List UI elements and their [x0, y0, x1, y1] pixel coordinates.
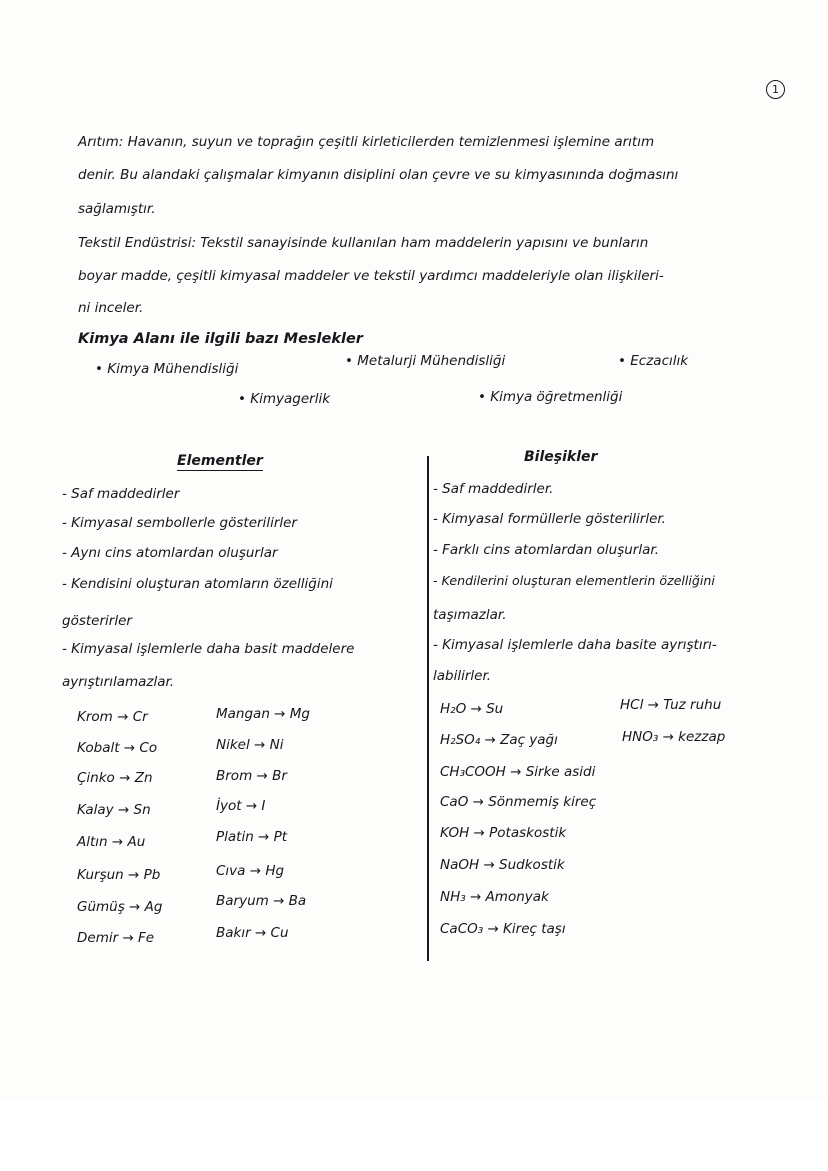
profession-item: • Kimya öğretmenliği — [478, 389, 623, 405]
element-symbol: Platin → Pt — [216, 829, 288, 845]
column-divider — [427, 456, 429, 961]
compounds-line: - Kimyasal işlemlerle daha basite ayrıştırı- — [433, 637, 717, 653]
compound-formula: CaCO₃ → Kireç taşı — [440, 921, 566, 937]
element-symbol: Bakır → Cu — [216, 925, 289, 941]
page-number: 1 — [766, 80, 785, 99]
paragraph-line: boyar madde, çeşitli kimyasal maddeler ve tekstil yardımcı maddeleriyle olan ilişkileri- — [78, 268, 664, 284]
compounds-line: - Farklı cins atomlardan oluşurlar. — [433, 542, 659, 558]
element-symbol: Demir → Fe — [77, 930, 155, 946]
compounds-line: taşımazlar. — [433, 607, 507, 623]
element-symbol: Brom → Br — [216, 768, 287, 784]
paragraph-line: sağlamıştır. — [78, 201, 156, 217]
element-symbol: Nikel → Ni — [216, 737, 284, 753]
elements-line: - Kendisini oluşturan atomların özelliğini — [62, 576, 333, 592]
element-symbol: Kurşun → Pb — [77, 867, 161, 883]
compounds-line: - Kimyasal formüllerle gösterilirler. — [433, 511, 666, 527]
elements-line: - Saf maddedirler — [62, 486, 180, 502]
compounds-title: Bileşikler — [524, 449, 598, 465]
compound-formula: NaOH → Sudkostik — [440, 857, 565, 873]
professions-title: Kimya Alanı ile ilgili bazı Meslekler — [78, 331, 363, 347]
profession-item: • Kimya Mühendisliği — [95, 361, 239, 377]
paragraph-line: ni inceler. — [78, 300, 144, 316]
compounds-line: - Saf maddedirler. — [433, 481, 554, 497]
elements-title: Elementler — [177, 453, 263, 469]
compound-formula: KOH → Potaskostik — [440, 825, 567, 841]
paragraph-line: Tekstil Endüstrisi: Tekstil sanayisinde kullanılan ham maddelerin yapısını ve bunların — [78, 235, 649, 251]
elements-line: - Kimyasal işlemlerle daha basit maddelere — [62, 641, 355, 657]
paragraph-line: Arıtım: Havanın, suyun ve toprağın çeşitli kirleticilerden temizlenmesi işlemine arıtım — [78, 134, 655, 150]
elements-line: - Kimyasal sembollerle gösterilirler — [62, 515, 297, 531]
element-symbol: Altın → Au — [77, 834, 146, 850]
compound-formula: NH₃ → Amonyak — [440, 889, 549, 905]
profession-item: • Metalurji Mühendisliği — [345, 353, 506, 369]
elements-line: - Aynı cins atomlardan oluşurlar — [62, 545, 278, 561]
element-symbol: Çinko → Zn — [77, 770, 153, 786]
element-symbol: Krom → Cr — [77, 709, 148, 725]
compound-formula: H₂O → Su — [440, 701, 504, 717]
paragraph-line: denir. Bu alandaki çalışmalar kimyanın disiplini olan çevre ve su kimyasınında doğmasını — [78, 167, 679, 183]
compounds-line: - Kendilerini oluşturan elementlerin özelliğini — [433, 573, 715, 588]
element-symbol: Kalay → Sn — [77, 802, 151, 818]
element-symbol: Mangan → Mg — [216, 706, 310, 722]
elements-line: ayrıştırılamazlar. — [62, 674, 175, 690]
compound-formula: CH₃COOH → Sirke asidi — [440, 764, 596, 780]
elements-line: gösterirler — [62, 613, 132, 629]
element-symbol: Baryum → Ba — [216, 893, 307, 909]
element-symbol: Gümüş → Ag — [77, 899, 163, 915]
element-symbol: Kobalt → Co — [77, 740, 158, 756]
profession-item: • Eczacılık — [618, 353, 689, 369]
element-symbol: Cıva → Hg — [216, 863, 285, 879]
profession-item: • Kimyagerlik — [238, 391, 331, 407]
element-symbol: İyot → I — [216, 798, 266, 814]
compound-formula: HCl → Tuz ruhu — [620, 697, 722, 713]
compound-formula: H₂SO₄ → Zaç yağı — [440, 732, 558, 748]
compound-formula: CaO → Sönmemiş kireç — [440, 794, 597, 810]
compound-formula: HNO₃ → kezzap — [622, 729, 726, 745]
compounds-line: labilirler. — [433, 668, 492, 684]
